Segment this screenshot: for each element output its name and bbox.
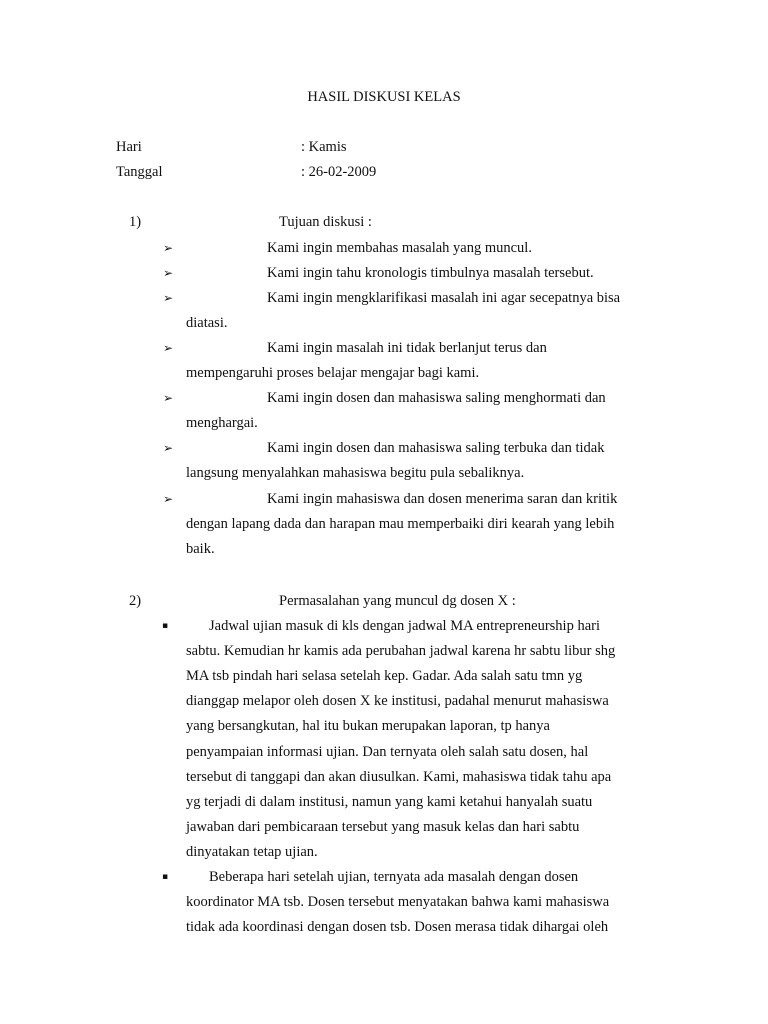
section-2-item-line: dianggap melapor oleh dosen X ke institusi, padahal menurut mahasiswa <box>186 693 609 710</box>
section-1-item-line: mempengaruhi proses belajar mengajar bagi kami. <box>186 365 480 381</box>
arrow-bullet-icon: ➢ <box>163 241 174 255</box>
meta-value-hari: : Kamis <box>301 139 347 155</box>
section-2-item-line: dinyatakan tetap ujian. <box>186 843 318 860</box>
section-2-item-line: jawaban dari pembicaraan tersebut yang masuk kelas dan hari sabtu <box>186 818 580 835</box>
section-2-item-line: yang bersangkutan, hal itu bukan merupakan laporan, tp hanya <box>186 718 550 735</box>
section-2-heading: Permasalahan yang muncul dg dosen X : <box>279 593 516 609</box>
arrow-bullet-icon: ➢ <box>163 266 174 280</box>
section-2-item-line: Jadwal ujian masuk di kls dengan jadwal MA entrepreneurship hari <box>209 618 600 634</box>
section-1-number: 1) <box>129 214 142 230</box>
section-2-item-line: koordinator MA tsb. Dosen tersebut menyatakan bahwa kami mahasiswa <box>186 894 610 911</box>
section-1-item-line: menghargai. <box>186 415 258 431</box>
section-2-item-line: tidak ada koordinasi dengan dosen tsb. Dosen merasa tidak dihargai oleh <box>186 919 609 936</box>
section-2-item-line: MA tsb pindah hari selasa setelah kep. Gadar. Ada salah satu tmn yg <box>186 668 583 685</box>
arrow-bullet-icon: ➢ <box>163 391 174 405</box>
square-bullet-icon: ▪ <box>162 621 169 631</box>
section-2-item-line: yg terjadi di dalam institusi, namun yang kami ketahui hanyalah suatu <box>186 793 593 810</box>
section-1-item-line: Kami ingin membahas masalah yang muncul. <box>267 240 532 256</box>
meta-label-hari: Hari <box>116 139 142 155</box>
meta-value-tanggal: : 26-02-2009 <box>301 164 377 180</box>
section-2-item-line: penyampaian informasi ujian. Dan ternyata oleh salah satu dosen, hal <box>186 743 589 760</box>
arrow-bullet-icon: ➢ <box>163 341 174 355</box>
section-1-heading: Tujuan diskusi : <box>279 214 372 230</box>
section-1-item-line: baik. <box>186 541 215 557</box>
document-title: HASIL DISKUSI KELAS <box>307 89 461 105</box>
section-1-item-line: langsung menyalahkan mahasiswa begitu pula sebaliknya. <box>186 465 525 481</box>
section-1-item-line: diatasi. <box>186 315 228 331</box>
section-2-item-line: sabtu. Kemudian hr kamis ada perubahan jadwal karena hr sabtu libur shg <box>186 643 616 660</box>
section-1-item-line: dengan lapang dada dan harapan mau memperbaiki diri kearah yang lebih <box>186 516 615 532</box>
section-1-item-line: Kami ingin dosen dan mahasiswa saling menghormati dan <box>267 390 606 406</box>
square-bullet-icon: ▪ <box>162 872 169 882</box>
section-2-number: 2) <box>129 593 142 609</box>
section-2-item-line: tersebut di tanggapi dan akan diusulkan. Kami, mahasiswa tidak tahu apa <box>186 768 612 785</box>
section-1-item-line: Kami ingin dosen dan mahasiswa saling terbuka dan tidak <box>267 440 605 456</box>
arrow-bullet-icon: ➢ <box>163 492 174 506</box>
meta-label-tanggal: Tanggal <box>116 164 163 180</box>
arrow-bullet-icon: ➢ <box>163 441 174 455</box>
section-2-item-line: Beberapa hari setelah ujian, ternyata ada masalah dengan dosen <box>209 869 579 885</box>
section-1-item-line: Kami ingin masalah ini tidak berlanjut terus dan <box>267 340 547 356</box>
section-1-item-line: Kami ingin mengklarifikasi masalah ini agar secepatnya bisa <box>267 290 621 306</box>
arrow-bullet-icon: ➢ <box>163 291 174 305</box>
section-1-item-line: Kami ingin tahu kronologis timbulnya masalah tersebut. <box>267 265 594 281</box>
section-1-item-line: Kami ingin mahasiswa dan dosen menerima saran dan kritik <box>267 491 618 507</box>
